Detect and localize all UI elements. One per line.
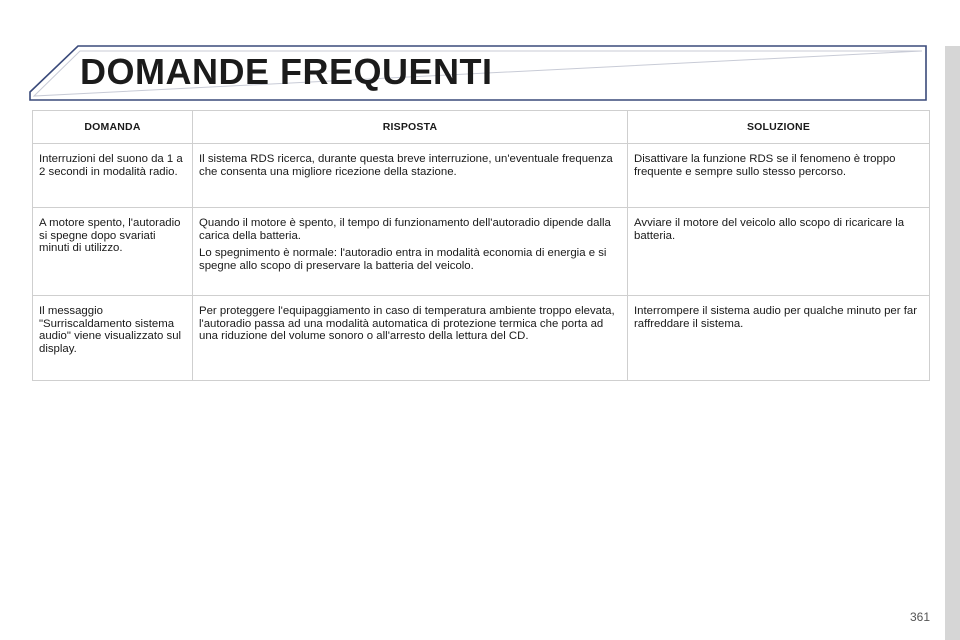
faq-table [32,110,930,381]
column-header-domanda: DOMANDA [33,111,193,144]
column-header-risposta: RISPOSTA [193,111,628,144]
solution-cell: Disattivare la funzione RDS se il fenomeno è troppo frequente e sempre sullo stesso percorso. [628,144,930,208]
answer-paragraph: Per proteggere l'equipaggiamento in caso di temperatura ambiente troppo elevata, l'autoradio passa ad una modalità automatica di protezione termica che porta ad una riduzione del volume sonoro o all'arresto della lettura del CD. [199,305,615,343]
table-row [33,144,930,208]
question-cell: Interruzioni del suono da 1 a 2 secondi in modalità radio. [33,144,193,208]
solution-cell: Avviare il motore del veicolo allo scopo di ricaricare la batteria. [628,208,930,296]
answer-cell [193,208,628,296]
solution-cell: Interrompere il sistema audio per qualche minuto per far raffreddare il sistema. [628,296,930,381]
table-row [33,296,930,381]
column-header-soluzione: SOLUZIONE [628,111,930,144]
answer-paragraph: Il sistema RDS ricerca, durante questa breve interruzione, un'eventuale frequenza che consenta una migliore ricezione della stazione. [199,153,613,178]
answer-cell [193,296,628,381]
table-header-row [33,111,930,144]
answer-paragraph: Quando il motore è spento, il tempo di funzionamento dell'autoradio dipende dalla carica della batteria. [199,217,611,242]
table-row [33,208,930,296]
page-title: DOMANDE FREQUENTI [80,51,493,92]
page-number: 361 [909,610,930,624]
page-edge-strip [945,46,960,640]
answer-paragraph: Lo spegnimento è normale: l'autoradio entra in modalità economia di energia e si spegne allo scopo di preservare la batteria del veicolo. [199,247,607,272]
answer-cell [193,144,628,208]
question-cell: A motore spento, l'autoradio si spegne dopo svariati minuti di utilizzo. [33,208,193,296]
question-cell: Il messaggio "Surriscaldamento sistema audio" viene visualizzato sul display. [33,296,193,381]
title-banner [28,44,928,102]
